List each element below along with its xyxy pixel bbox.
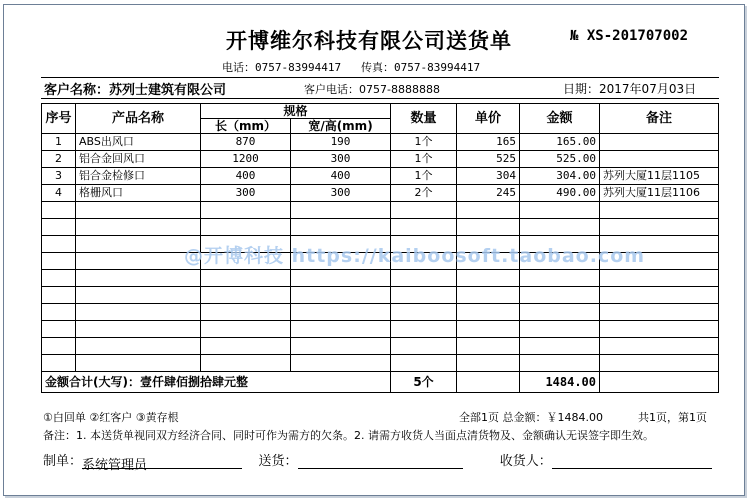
empty-table-row	[42, 304, 719, 321]
header-spec: 规格	[201, 104, 391, 119]
customer-value: 苏列士建筑有限公司	[109, 83, 227, 98]
cell-amount: 490.00	[520, 185, 600, 202]
empty-cell	[600, 287, 719, 304]
cell-qty: 1个	[391, 134, 457, 151]
header-product: 产品名称	[76, 104, 201, 134]
table-row	[42, 168, 719, 185]
header-amount: 金额	[520, 104, 600, 134]
remark-note: 备注：1. 本送货单视同双方经济合同、同时可作为需方的欠条。2. 请需方收货人当面点清货物及、金额确认无误签字即生效。	[43, 429, 654, 442]
total-blank	[457, 372, 520, 393]
receiver-label: 收货人：	[499, 454, 552, 469]
empty-cell	[201, 355, 291, 372]
customer-name	[44, 79, 226, 98]
cell-product: 格栅风口	[76, 185, 201, 202]
empty-cell	[520, 219, 600, 236]
empty-cell	[291, 219, 391, 236]
cell-width: 400	[291, 168, 391, 185]
cell-remark: 苏列大厦11层1105	[600, 168, 719, 185]
cell-product: 铝合金检修口	[76, 168, 201, 185]
empty-cell	[520, 321, 600, 338]
cell-index: 1	[42, 134, 76, 151]
empty-cell	[520, 304, 600, 321]
empty-cell	[76, 287, 201, 304]
empty-cell	[600, 202, 719, 219]
cell-amount: 165.00	[520, 134, 600, 151]
empty-cell	[76, 338, 201, 355]
cell-index: 2	[42, 151, 76, 168]
empty-cell	[201, 270, 291, 287]
empty-cell	[391, 219, 457, 236]
customer-info-bar	[41, 77, 719, 99]
empty-cell	[391, 304, 457, 321]
cell-remark	[600, 134, 719, 151]
cell-product: 铝合金回风口	[76, 151, 201, 168]
cell-length: 400	[201, 168, 291, 185]
empty-cell	[76, 304, 201, 321]
cell-qty: 1个	[391, 168, 457, 185]
empty-cell	[42, 338, 76, 355]
empty-table-row	[42, 287, 719, 304]
empty-cell	[42, 253, 76, 270]
empty-cell	[42, 202, 76, 219]
cell-price: 165	[457, 134, 520, 151]
empty-cell	[42, 355, 76, 372]
header-remark: 备注	[600, 104, 719, 134]
table-row	[42, 185, 719, 202]
signature-area	[43, 450, 712, 473]
total-row	[42, 372, 719, 393]
empty-cell	[201, 304, 291, 321]
cell-length: 870	[201, 134, 291, 151]
empty-cell	[76, 355, 201, 372]
customer-phone	[304, 81, 440, 97]
empty-cell	[291, 355, 391, 372]
empty-cell	[76, 236, 201, 253]
empty-cell	[600, 338, 719, 355]
watermark: @开博科技 https://kaiboosoft.taobao.com	[184, 245, 646, 267]
empty-cell	[600, 219, 719, 236]
cell-amount: 304.00	[520, 168, 600, 185]
empty-cell	[600, 321, 719, 338]
maker-label: 制单：	[43, 454, 83, 469]
empty-cell	[42, 321, 76, 338]
empty-cell	[391, 287, 457, 304]
fax-value: 0757-83994417	[393, 61, 481, 74]
copies-note: ①白回单 ②红客户 ③黄存根	[43, 411, 179, 424]
empty-cell	[457, 202, 520, 219]
cell-width: 300	[291, 151, 391, 168]
empty-cell	[201, 202, 291, 219]
cell-width: 300	[291, 185, 391, 202]
customer-phone-value: 0757-8888888	[359, 83, 440, 96]
header-price: 单价	[457, 104, 520, 134]
empty-table-row	[42, 321, 719, 338]
empty-cell	[457, 270, 520, 287]
phone-label: 电话：	[222, 61, 255, 74]
cell-length: 1200	[201, 151, 291, 168]
empty-cell	[42, 304, 76, 321]
cell-index: 4	[42, 185, 76, 202]
cell-product: ABS出风口	[76, 134, 201, 151]
empty-cell	[600, 270, 719, 287]
total-remark-blank	[600, 372, 719, 393]
customer-phone-label: 客户电话：	[304, 83, 359, 96]
empty-cell	[201, 321, 291, 338]
empty-cell	[76, 202, 201, 219]
empty-cell	[457, 287, 520, 304]
receiver-line	[552, 454, 712, 469]
phone-value: 0757-83994417	[255, 61, 342, 74]
empty-cell	[457, 321, 520, 338]
company-contact	[222, 59, 480, 75]
customer-label: 客户名称：	[44, 83, 110, 98]
document-date	[563, 80, 696, 97]
empty-cell	[42, 287, 76, 304]
empty-cell	[291, 287, 391, 304]
empty-cell	[391, 355, 457, 372]
cell-qty: 2个	[391, 185, 457, 202]
empty-cell	[201, 219, 291, 236]
empty-cell	[76, 321, 201, 338]
cell-price: 525	[457, 151, 520, 168]
empty-cell	[291, 304, 391, 321]
date-value: 2017年07月03日	[599, 82, 697, 96]
cell-index: 3	[42, 168, 76, 185]
empty-table-row	[42, 202, 719, 219]
empty-table-row	[42, 270, 719, 287]
empty-cell	[42, 219, 76, 236]
cell-qty: 1个	[391, 151, 457, 168]
fax-label: 传真：	[360, 61, 394, 74]
table-row	[42, 151, 719, 168]
document-frame	[3, 4, 745, 496]
header-index: 序号	[42, 104, 76, 134]
cell-length: 300	[201, 185, 291, 202]
empty-cell	[42, 270, 76, 287]
total-summary: 全部1页 总金额：￥1484.00	[459, 411, 603, 424]
empty-cell	[291, 338, 391, 355]
empty-cell	[291, 270, 391, 287]
empty-cell	[391, 202, 457, 219]
empty-cell	[520, 355, 600, 372]
sender-label: 送货：	[258, 454, 298, 469]
cell-price: 245	[457, 185, 520, 202]
empty-cell	[391, 270, 457, 287]
empty-cell	[457, 338, 520, 355]
empty-cell	[457, 304, 520, 321]
cell-remark: 苏列大厦11层1106	[600, 185, 719, 202]
empty-cell	[520, 270, 600, 287]
empty-cell	[391, 321, 457, 338]
empty-cell	[42, 236, 76, 253]
empty-cell	[76, 253, 201, 270]
empty-cell	[600, 304, 719, 321]
cell-remark	[600, 151, 719, 168]
header-qty: 数量	[391, 104, 457, 134]
empty-cell	[457, 355, 520, 372]
table-body	[42, 134, 719, 202]
empty-cell	[291, 202, 391, 219]
empty-table-row	[42, 355, 719, 372]
cell-price: 304	[457, 168, 520, 185]
table-row	[42, 134, 719, 151]
document-number: № XS-201707002	[570, 28, 689, 44]
empty-cell	[291, 321, 391, 338]
maker-line	[82, 454, 242, 473]
cell-amount: 525.00	[520, 151, 600, 168]
document-title: 开博维尔科技有限公司送货单	[226, 29, 512, 53]
empty-table-row	[42, 219, 719, 236]
page-info: 共1页，第1页	[638, 411, 707, 424]
sender-line	[298, 454, 463, 469]
empty-cell	[457, 219, 520, 236]
empty-cell	[76, 270, 201, 287]
empty-cell	[600, 355, 719, 372]
empty-cell	[201, 338, 291, 355]
empty-table-row	[42, 338, 719, 355]
total-qty: 5个	[391, 372, 457, 393]
empty-cell	[520, 202, 600, 219]
empty-cell	[201, 287, 291, 304]
maker-value: 系统管理员	[82, 458, 148, 473]
empty-cell	[76, 219, 201, 236]
date-label: 日期：	[563, 82, 600, 96]
empty-cell	[520, 287, 600, 304]
header-length: 长（mm）	[201, 119, 291, 134]
empty-rows	[42, 202, 719, 372]
total-amount-words: 金额合计(大写)：壹仟肆佰捌拾肆元整	[42, 372, 391, 393]
empty-cell	[391, 338, 457, 355]
empty-cell	[520, 338, 600, 355]
header-width: 宽/高(mm)	[291, 119, 391, 134]
cell-width: 190	[291, 134, 391, 151]
total-amount: 1484.00	[520, 372, 600, 393]
